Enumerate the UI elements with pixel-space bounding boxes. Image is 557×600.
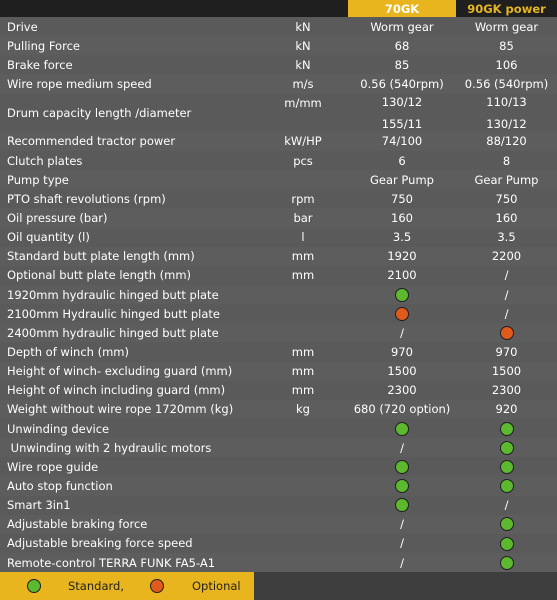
- row-value-90gk: [456, 419, 557, 438]
- header-70gk: 70GK: [348, 0, 456, 17]
- row-value-90gk: [456, 534, 557, 553]
- row-label: Smart 3in1: [7, 498, 71, 513]
- row-unit: [258, 438, 348, 457]
- row-label: Height of winch- excluding guard (mm): [7, 364, 233, 379]
- row-label: Depth of winch (mm): [7, 344, 129, 359]
- row-label: Weight without wire rope 1720mm (kg): [7, 402, 234, 417]
- row-label: Pump type: [7, 172, 69, 187]
- row-label: Standard butt plate length (mm): [7, 249, 195, 264]
- row-value-90gk: 160: [495, 210, 518, 225]
- row-value-90gk: 0.56 (540rpm): [464, 76, 549, 91]
- row-value-70gk: 74/100: [381, 134, 423, 149]
- row-unit: kg: [296, 402, 310, 417]
- row-unit: [258, 304, 348, 323]
- table-row: [0, 304, 557, 323]
- table-row: [0, 170, 557, 189]
- row-value-90gk: 88/120: [486, 134, 527, 149]
- table-row: [0, 285, 557, 304]
- row-value-90gk: [456, 476, 557, 495]
- standard-dot-icon: [395, 498, 409, 512]
- row-unit: [258, 285, 348, 304]
- legend-bar: [0, 572, 557, 600]
- row-label: Drum capacity length /diameter: [7, 105, 192, 120]
- optional-dot-icon: [150, 579, 164, 593]
- row-value-90gk: 106: [495, 57, 518, 72]
- value-line: 130/12: [486, 116, 527, 131]
- standard-dot-icon: [500, 517, 514, 531]
- row-value-90gk: 8: [502, 153, 511, 168]
- row-label: Wire rope guide: [7, 459, 99, 474]
- row-value-stack: [456, 94, 557, 132]
- value-line: 110/13: [486, 94, 527, 109]
- row-value-70gk: [348, 304, 456, 323]
- row-unit: m/s: [292, 76, 314, 91]
- row-unit: l: [301, 230, 305, 245]
- table-row: [0, 247, 557, 266]
- row-value-stack: [348, 94, 456, 132]
- row-unit: [258, 419, 348, 438]
- header-empty: [0, 0, 258, 17]
- row-value-90gk: 3.5: [497, 230, 516, 245]
- standard-dot-icon: [500, 422, 514, 436]
- row-label: Clutch plates: [7, 153, 83, 168]
- row-label: 2100mm Hydraulic hinged butt plate: [7, 306, 221, 321]
- row-unit: [258, 534, 348, 553]
- table-row: [0, 457, 557, 476]
- row-value-70gk: 6: [398, 153, 406, 168]
- row-value-70gk: /: [400, 440, 404, 455]
- row-label: 1920mm hydraulic hinged butt plate: [7, 287, 219, 302]
- row-value-90gk: [456, 323, 557, 342]
- row-label: Brake force: [7, 57, 73, 72]
- row-value-70gk: 160: [391, 210, 413, 225]
- legend-standard-label: Standard,: [68, 579, 124, 593]
- row-value-70gk: 85: [394, 57, 410, 72]
- table-row: [0, 17, 557, 36]
- row-value-70gk: [348, 457, 456, 476]
- row-value-90gk: /: [504, 498, 509, 513]
- legend-optional-label: Optional: [192, 579, 241, 593]
- table-row: [0, 189, 557, 208]
- row-unit: rpm: [291, 191, 315, 206]
- row-value-70gk: Worm gear: [370, 19, 434, 34]
- row-value-70gk: 680 (720 option): [353, 402, 451, 417]
- row-value-70gk: [348, 476, 456, 495]
- row-value-70gk: Gear Pump: [370, 172, 434, 187]
- optional-dot-icon: [395, 307, 409, 321]
- row-value-70gk: [348, 496, 456, 515]
- row-unit: mm: [291, 364, 315, 379]
- row-value-70gk: /: [400, 536, 404, 551]
- row-unit: [258, 553, 348, 572]
- row-value-90gk: [456, 457, 557, 476]
- row-label: Oil pressure (bar): [7, 210, 108, 225]
- table-row: [0, 228, 557, 247]
- header-empty-unit: [258, 0, 348, 17]
- table-row: [0, 94, 557, 132]
- row-value-70gk: 0.56 (540rpm): [360, 76, 444, 91]
- row-value-90gk: /: [504, 268, 509, 283]
- row-value-90gk: 85: [499, 38, 514, 53]
- row-unit: kN: [295, 19, 311, 34]
- row-label: Remote-control TERRA FUNK FA5-A1: [7, 555, 216, 570]
- row-label: Recommended tractor power: [7, 134, 176, 149]
- row-unit: bar: [293, 210, 313, 225]
- row-unit: [258, 457, 348, 476]
- header-90gk-power: 90GK power: [456, 0, 557, 17]
- value-stack: [456, 95, 557, 131]
- table-row: [0, 323, 557, 342]
- table-row: [0, 266, 557, 285]
- row-unit: [258, 170, 348, 189]
- row-value-90gk: /: [504, 287, 509, 302]
- row-value-90gk: 2300: [491, 383, 522, 398]
- row-label: Auto stop function: [7, 478, 113, 493]
- table-row: [0, 55, 557, 74]
- row-value-90gk: [456, 515, 557, 534]
- row-value-90gk: 1500: [491, 364, 522, 379]
- row-value-70gk: [348, 419, 456, 438]
- table-row: [0, 419, 557, 438]
- row-label: PTO shaft revolutions (rpm): [7, 191, 166, 206]
- value-line: 155/11: [381, 116, 423, 131]
- value-line: 130/12: [381, 94, 423, 109]
- row-unit: mm: [291, 249, 315, 264]
- row-value-70gk: /: [400, 517, 404, 532]
- row-value-90gk: 750: [495, 191, 518, 206]
- table-row: [0, 438, 557, 457]
- table-row: [0, 208, 557, 227]
- row-unit: mm: [291, 383, 315, 398]
- row-unit: m/mm: [284, 95, 322, 110]
- table-row: [0, 151, 557, 170]
- row-unit: kN: [295, 57, 311, 72]
- row-value-70gk: 750: [391, 191, 413, 206]
- header-row: [0, 0, 557, 17]
- row-label: Unwinding device: [7, 421, 110, 436]
- table-row: [0, 36, 557, 55]
- row-value-90gk: Worm gear: [474, 19, 539, 34]
- table-row: [0, 74, 557, 93]
- row-label: Unwinding with 2 hydraulic motors: [7, 440, 212, 455]
- row-value-70gk: 1920: [387, 249, 417, 264]
- standard-dot-icon: [395, 288, 409, 302]
- row-value-70gk: 2100: [387, 268, 417, 283]
- row-value-70gk: 970: [391, 344, 413, 359]
- standard-dot-icon: [500, 537, 514, 551]
- standard-dot-icon: [500, 441, 514, 455]
- row-unit: [258, 496, 348, 515]
- row-value-70gk: 1500: [387, 364, 417, 379]
- row-label: Height of winch including guard (mm): [7, 383, 226, 398]
- row-value-90gk: 970: [495, 344, 518, 359]
- table-row: [0, 515, 557, 534]
- row-label: Wire rope medium speed: [7, 76, 152, 91]
- optional-dot-icon: [500, 326, 514, 340]
- value-stack: [348, 95, 456, 131]
- standard-dot-icon: [27, 579, 41, 593]
- row-value-90gk: [456, 438, 557, 457]
- legend-box: [0, 572, 254, 600]
- row-unit: [258, 515, 348, 534]
- standard-dot-icon: [395, 422, 409, 436]
- table-row: [0, 342, 557, 361]
- row-value-90gk: Gear Pump: [474, 172, 539, 187]
- row-value-90gk: 920: [495, 402, 518, 417]
- row-value-70gk: /: [400, 325, 404, 340]
- row-label: Oil quantity (l): [7, 230, 90, 245]
- row-unit: mm: [291, 268, 315, 283]
- row-unit: [258, 323, 348, 342]
- table-row: [0, 496, 557, 515]
- standard-dot-icon: [500, 556, 514, 570]
- row-unit: kN: [295, 38, 311, 53]
- row-value-70gk: 3.5: [392, 230, 412, 245]
- row-label: 2400mm hydraulic hinged butt plate: [7, 325, 219, 340]
- row-label: Pulling Force: [7, 38, 80, 53]
- row-label: Optional butt plate length (mm): [7, 268, 192, 283]
- row-unit: [258, 476, 348, 495]
- table-row: [0, 534, 557, 553]
- row-value-70gk: 2300: [387, 383, 417, 398]
- row-label: Adjustable breaking force speed: [7, 536, 193, 551]
- standard-dot-icon: [500, 460, 514, 474]
- table-row: [0, 132, 557, 151]
- row-value-70gk: /: [400, 555, 404, 570]
- standard-dot-icon: [500, 479, 514, 493]
- row-label: Drive: [7, 19, 38, 34]
- row-value-90gk: 2200: [491, 249, 522, 264]
- row-unit: kW/HP: [284, 134, 322, 149]
- row-unit: mm: [291, 344, 315, 359]
- standard-dot-icon: [395, 479, 409, 493]
- row-label: Adjustable braking force: [7, 517, 148, 532]
- table-row: [0, 553, 557, 572]
- table-row: [0, 400, 557, 419]
- standard-dot-icon: [395, 460, 409, 474]
- row-value-90gk: [456, 553, 557, 572]
- table-row: [0, 476, 557, 495]
- row-value-70gk: [348, 285, 456, 304]
- table-row: [0, 362, 557, 381]
- row-value-70gk: 68: [394, 38, 410, 53]
- row-unit: pcs: [293, 153, 313, 168]
- table-row: [0, 381, 557, 400]
- row-value-90gk: /: [504, 306, 509, 321]
